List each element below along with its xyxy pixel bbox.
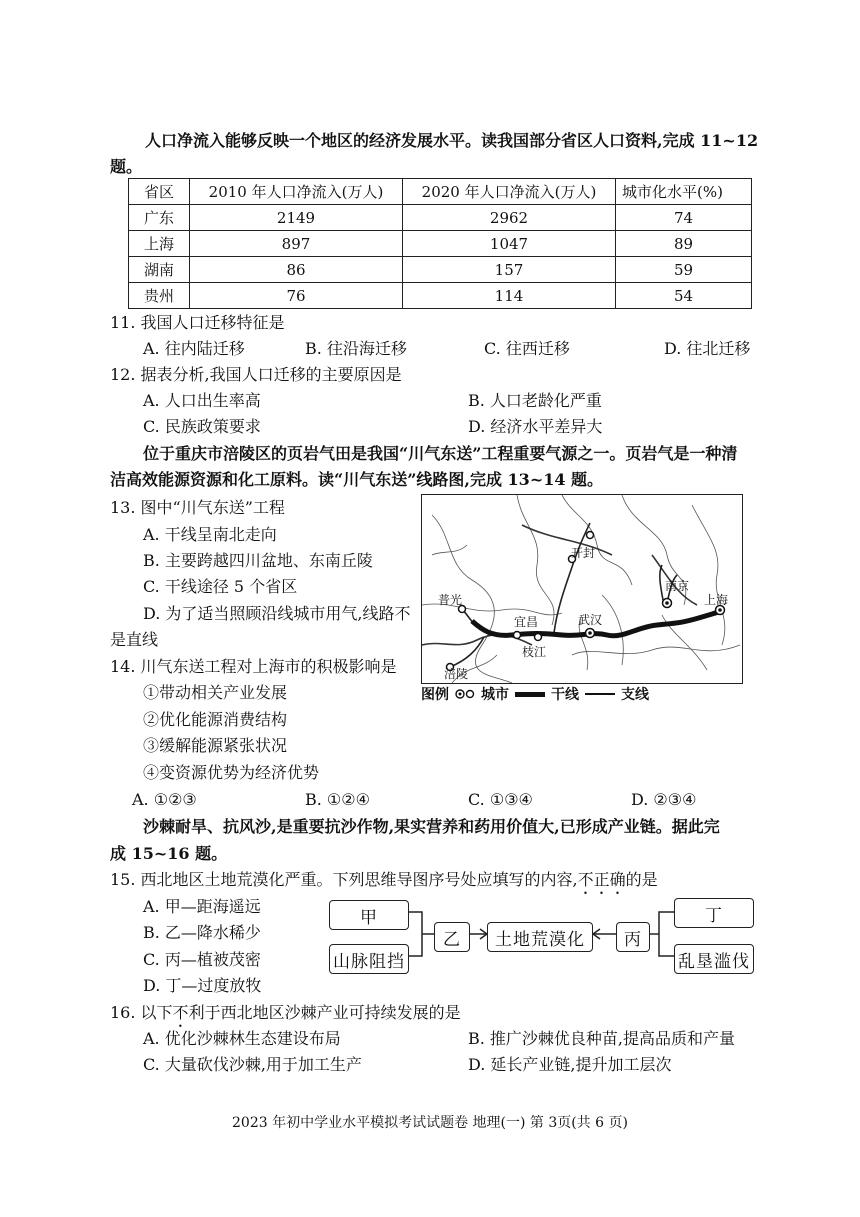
intro-11-12-line1: 人口净流入能够反映一个地区的经济发展水平。读我国部分省区人口资料,完成 11~12 <box>145 131 759 150</box>
table-cell: 2149 <box>190 205 403 231</box>
q15-option-a[interactable]: A. 甲—距海遥远 <box>143 897 261 916</box>
q12-option-b[interactable]: B. 人口老龄化严重 <box>468 391 602 410</box>
map-branch-lines <box>450 523 677 667</box>
q14-stem: 14. 川气东送工程对上海市的积极影响是 <box>110 657 397 676</box>
q11-option-d[interactable]: D. 往北迁移 <box>664 339 751 358</box>
q16-stem-text: 16. 以下 <box>110 1003 173 1022</box>
map-label-kaifeng: 开封 <box>571 546 596 560</box>
q12-stem: 12. 据表分析,我国人口迁移的主要原因是 <box>110 365 402 384</box>
table-cell: 59 <box>616 257 752 283</box>
mindmap-box-ding: 丁 <box>674 898 754 928</box>
table-cell: 54 <box>616 283 752 309</box>
table-header: 2020 年人口净流入(万人) <box>403 179 616 205</box>
q16-option-c[interactable]: C. 大量砍伐沙棘,用于加工生产 <box>143 1055 362 1074</box>
table-cell: 86 <box>190 257 403 283</box>
q11-stem: 11. 我国人口迁移特征是 <box>110 313 285 332</box>
mindmap-box-luanken: 乱垦滥伐 <box>674 944 754 974</box>
q14-item-2: ②优化能源消费结构 <box>143 710 288 729</box>
q16-stem-emphasis: 不 <box>172 1003 189 1022</box>
q12-option-a[interactable]: A. 人口出生率高 <box>143 391 261 410</box>
legend-title: 图例 <box>421 687 449 703</box>
q13-option-a[interactable]: A. 干线呈南北走向 <box>143 525 277 544</box>
map-label-yichang: 宜昌 <box>514 615 539 629</box>
table-row <box>129 231 752 257</box>
page-footer: 2023 年初中学业水平模拟考试试题卷 地理(一) 第 3页(共 6 页) <box>232 1115 628 1131</box>
map-label-puguang: 普光 <box>438 593 463 607</box>
mindmap-box-center: 土地荒漠化 <box>487 922 593 952</box>
table-cell: 1047 <box>403 231 616 257</box>
map-label-zhijiang: 枝江 <box>522 645 547 659</box>
map-legend <box>421 684 649 704</box>
legend-city-label: 城市 <box>481 687 509 703</box>
table-cell: 广东 <box>129 205 190 231</box>
mindmap-box-shanmai: 山脉阻挡 <box>329 944 409 974</box>
q12-option-c[interactable]: C. 民族政策要求 <box>143 417 261 436</box>
q11-option-b[interactable]: B. 往沿海迁移 <box>305 339 407 358</box>
legend-branch-label: 支线 <box>621 687 649 703</box>
table-cell: 74 <box>616 205 752 231</box>
map-svg <box>422 495 742 683</box>
mindmap-box-yi: 乙 <box>434 922 470 952</box>
table-cell: 2962 <box>403 205 616 231</box>
table-header-row <box>129 179 752 205</box>
map-label-fuling: 涪陵 <box>444 667 469 681</box>
q12-option-d[interactable]: D. 经济水平差异大 <box>468 417 603 436</box>
q14-option-b[interactable]: B. ①②④ <box>305 790 370 809</box>
map-label-shanghai: 上海 <box>704 593 729 607</box>
intro-13-14-line2: 洁高效能源资源和化工原料。读“川气东送”线路图,完成 13~14 题。 <box>110 470 604 489</box>
intro-15-16-line1: 沙棘耐旱、抗风沙,是重要抗沙作物,果实营养和药用价值大,已形成产业链。据此完 <box>143 817 720 836</box>
q11-option-c[interactable]: C. 往西迁移 <box>484 339 570 358</box>
table-header: 城市化水平(%) <box>616 179 752 205</box>
table-row <box>129 283 752 309</box>
table-row <box>129 257 752 283</box>
q15-option-c[interactable]: C. 丙—植被茂密 <box>143 950 261 969</box>
table-cell: 89 <box>616 231 752 257</box>
q13-option-d-cont: 是直线 <box>110 630 159 649</box>
q15-stem-emphasis: 不正确 <box>577 870 626 889</box>
q16-option-d[interactable]: D. 延长产业链,提升加工层次 <box>468 1055 672 1074</box>
legend-city-icon <box>455 689 475 699</box>
pipeline-map <box>421 494 743 684</box>
table-row <box>129 205 752 231</box>
q16-option-a[interactable]: A. 优化沙棘林生态建设布局 <box>143 1029 341 1048</box>
q15-stem <box>110 869 658 898</box>
q15-stem-text: 15. 西北地区土地荒漠化严重。下列思维导图序号处应填写的内容, <box>110 870 578 889</box>
q16-option-b[interactable]: B. 推广沙棘优良种苗,提高品质和产量 <box>468 1029 736 1048</box>
table-cell: 76 <box>190 283 403 309</box>
table-header: 省区 <box>129 179 190 205</box>
q16-stem <box>110 1002 461 1031</box>
intro-13-14-line1: 位于重庆市涪陵区的页岩气田是我国“川气东送”工程重要气源之一。页岩气是一种清 <box>143 444 738 463</box>
q14-item-1: ①带动相关产业发展 <box>143 683 288 702</box>
q15-stem-end: 的是 <box>625 870 658 889</box>
table-cell: 897 <box>190 231 403 257</box>
table-cell: 上海 <box>129 231 190 257</box>
q11-option-a[interactable]: A. 往内陆迁移 <box>143 339 245 358</box>
population-table <box>128 178 752 309</box>
legend-branch-icon <box>585 693 615 695</box>
q15-option-d[interactable]: D. 丁—过度放牧 <box>143 976 262 995</box>
q13-stem: 13. 图中“川气东送”工程 <box>110 498 285 517</box>
q14-option-d[interactable]: D. ②③④ <box>631 790 697 809</box>
q13-option-d[interactable]: D. 为了适当照顾沿线城市用气,线路不 <box>143 604 411 623</box>
legend-trunk-icon <box>515 692 545 697</box>
table-cell: 157 <box>403 257 616 283</box>
q14-option-a[interactable]: A. ①②③ <box>132 790 197 809</box>
q15-option-b[interactable]: B. 乙—降水稀少 <box>143 923 261 942</box>
table-cell: 114 <box>403 283 616 309</box>
q14-option-c[interactable]: C. ①③④ <box>468 790 533 809</box>
legend-trunk-label: 干线 <box>551 687 579 703</box>
map-label-nanjing: 南京 <box>665 579 690 593</box>
mindmap-box-jia: 甲 <box>329 900 409 930</box>
q13-option-b[interactable]: B. 主要跨越四川盆地、东南丘陵 <box>143 551 373 570</box>
table-cell: 湖南 <box>129 257 190 283</box>
q14-item-3: ③缓解能源紧张状况 <box>143 736 288 755</box>
q13-option-c[interactable]: C. 干线途径 5 个省区 <box>143 577 298 596</box>
q14-item-4: ④变资源优势为经济优势 <box>143 763 320 782</box>
mindmap-box-bing: 丙 <box>616 922 650 952</box>
map-label-wuhan: 武汉 <box>578 613 603 627</box>
table-cell: 贵州 <box>129 283 190 309</box>
table-header: 2010 年人口净流入(万人) <box>190 179 403 205</box>
intro-11-12-line2: 题。 <box>110 157 143 176</box>
intro-15-16-line2: 成 15~16 题。 <box>110 844 228 863</box>
q16-stem-end: 利于西北地区沙棘产业可持续发展的是 <box>188 1003 461 1022</box>
